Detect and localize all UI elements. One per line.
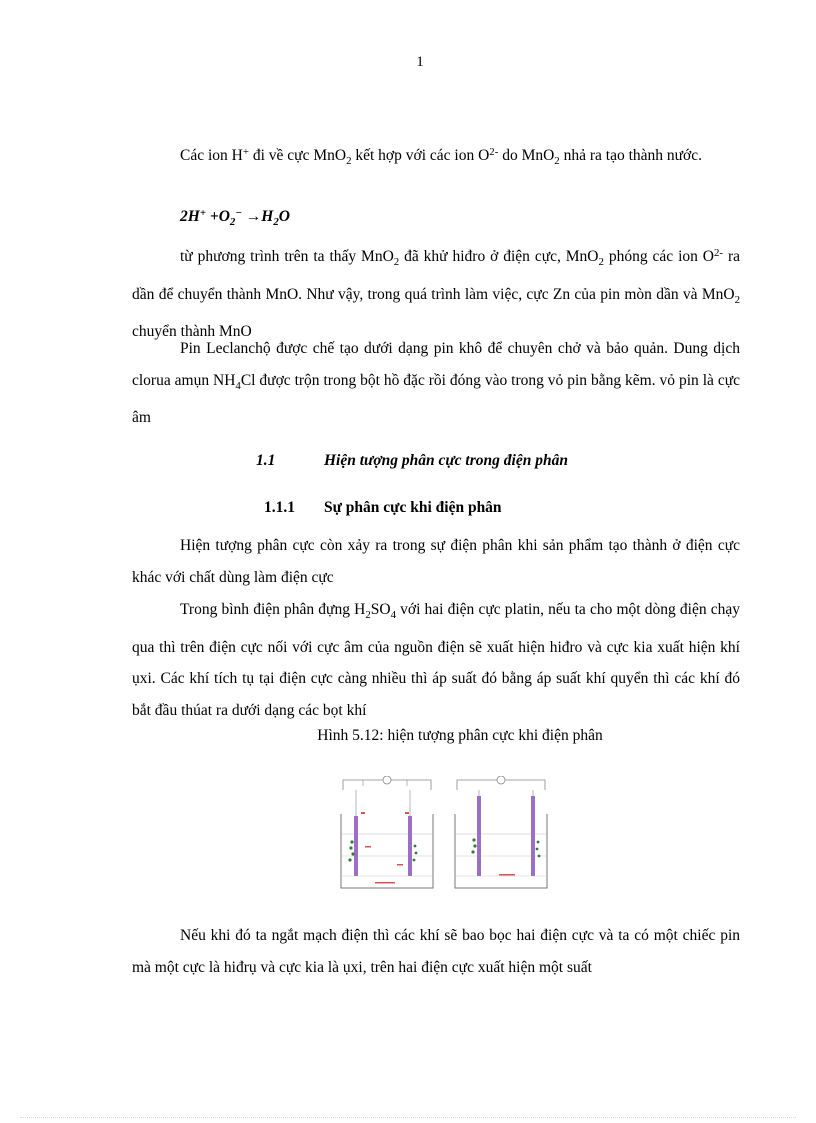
cell-left <box>341 776 433 888</box>
paragraph-leclanche: Pin Leclanchộ được chế tạo dưới dạng pin khô để chuyên chở và bảo quản. Dung dịch clorua amụn $NH_4Cl$ được trộn trong bột hồ đặc rồi đóng vào trong vỏ pin bằng kẽm. vỏ pin là cực âm <box>132 340 740 426</box>
electrolysis-figure <box>335 776 555 896</box>
page-number: 1 <box>416 54 424 70</box>
figure-caption: Hình 5.12: hiện tượng phân cực khi điện phân <box>317 727 603 744</box>
paragraph-gas-cell: Nếu khi đó ta ngắt mạch điện thì các khí sẽ bao bọc hai điện cực và ta có một chiếc pin mà một cực là hiđrụ và cực kia là ụxi, trên hai điện cực xuất hiện một suất <box>132 927 740 976</box>
section-heading: 1.1 Hiện tượng phân cực trong điện phân <box>256 452 568 469</box>
cell-right <box>455 776 547 888</box>
paragraph-polarization: Hiện tượng phân cực còn xảy ra trong sự điện phân khi sản phẩm tạo thành ở điện cực khác với chất dùng làm điện cực <box>132 537 740 586</box>
subsection-heading: 1.1.1 Sự phân cực khi điện phân <box>264 499 502 516</box>
paragraph-electrolysis: Trong bình điện phân đựng $H_2SO_4$ với hai điện cực platin, nếu ta cho một dòng điện chạy qua thì trên điện cực nối với cực âm của nguồn điện sẽ xuất hiện hiđro và cực kia xuất hiện khí ụxi. Các khí tích tụ tại điện cực càng nhiều thì áp suất đó bằng áp suất khí quyển thì các khí đó bắt đầu thúat ra dưới dạng các bọt khí <box>132 601 740 719</box>
paragraph-mno2-reduction: từ phương trình trên ta thấy MnO$_2$ đã khử hiđro ở điện cực, MnO$_2$ phóng các ion $O^{2-}$ ra dần để chuyển thành MnO. Như vậy, trong quá trình làm việc, cực Zn của pin mòn dần và MnO$_2$ chuyển thành MnO <box>132 247 741 340</box>
equation-water: $2H^+ +O_2^- \to H_2O$ <box>180 207 290 228</box>
page-bottom-divider <box>20 1117 796 1118</box>
paragraph-ions: Các ion H+ đi về cực MnO$_2$ kết hợp với các ion $O^{2-}$ do MnO$_2$ nhả ra tạo thành nước. <box>180 146 702 167</box>
